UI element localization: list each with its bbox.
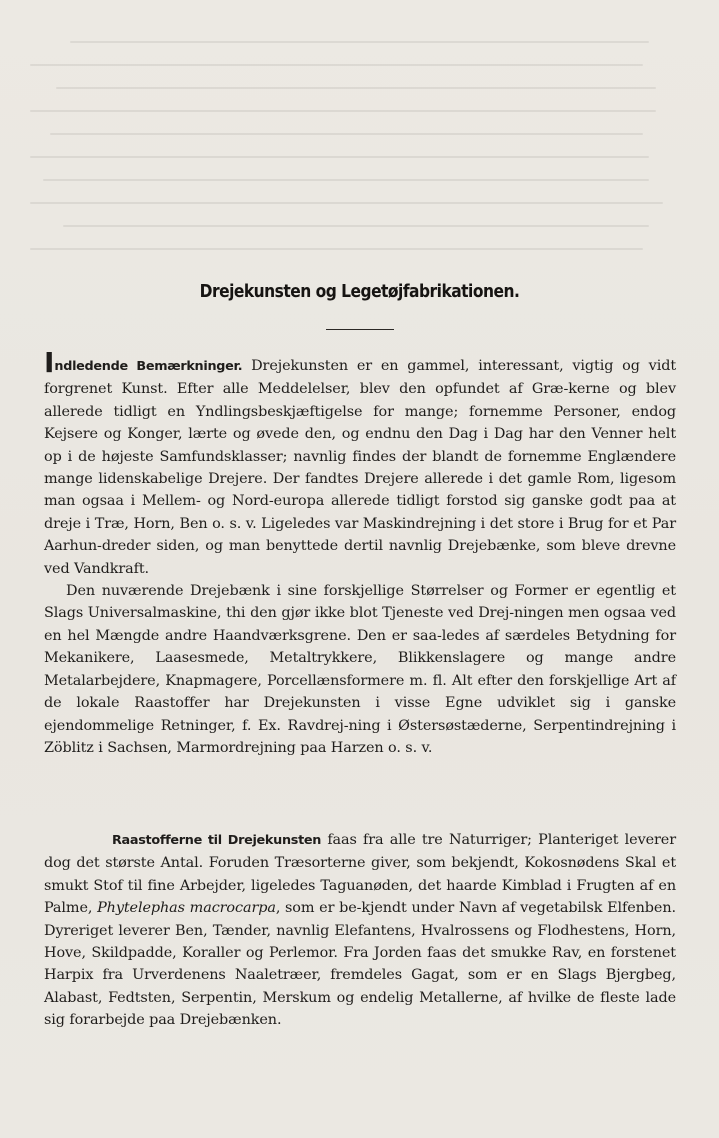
drejebaenk-paragraph: Den nuværende Drejebænk i sine forskjellige Størrelser og Former er egentlig et Slags Universalmaskine, thi den gjør ikke blot Tjeneste ved Drej-ningen men ogsaa ved en hel Mængde andre Haandværksgrene. Den er saa-ledes af særdeles Betydning for Mekanikere, Laasesmede, Metaltrykkere, Blikkenslagere og mange andre Metalarbejdere, Knapmagere, Porcellænsformere m. fl. Alt efter den forskjellige Art af de lokale Raastoffer har Drejekunsten i visse Egne udviklet sig i ganske ejendommelige Retninger, f. Ex. Ravdrej-ning i Østersøstæderne, Serpentindrejning i Zöblitz i Sachsen, Marmordrejning paa Harzen o. s. v. xyxy=(44,583,676,756)
intro-paragraph xyxy=(44,346,676,580)
raw-materials-lead-heading: Raastofferne til Drejekunsten xyxy=(112,833,322,848)
species-name: Phytelephas macrocarpa xyxy=(97,900,276,917)
intro-paragraph-text: Drejekunsten er en gammel, interessant, vigtig og vidt forgrenet Kunst. Efter alle Meddelelser, blev den opfundet af Græ-kerne og blev allerede tidligt en Yndlingsbeskjæftigelse for mange; fornemme Personer, endog Kejsere og Konger, lærte og øvede den, og endnu den Dag i Dag har den Venner helt op i de højeste Samfundsklasser; navnlig findes der blandt de fornemme Englændere mange lidenskabelige Drejere. Der fandtes Drejere allerede i det gamle Rom, ligesom man ogsaa i Mellem- og Nord-europa allerede tidligt forstod sig ganske godt paa at dreje i Træ, Horn, Ben o. s. v. Ligeledes var Maskindrejning i det store i Brug for et Par Aarhun-dreder siden, og man benyttede dertil navnlig Drejebænke, som bleve drevne ved Vandkraft. xyxy=(44,358,676,577)
drop-cap: I xyxy=(44,346,55,379)
section-raw-materials xyxy=(44,829,676,1032)
page-heading: Drejekunsten og Legetøjfabrikationen. xyxy=(199,281,520,302)
heading-rule xyxy=(326,329,394,330)
raw-materials-text-2: , som er be-kjendt under Navn af vegetabilsk Elfenben. Dyreriget leverer Ben, Tænder, navnlig Elefantens, Hvalrossens og Flodhestens, Horn, Hove, Skildpadde, Koraller og Perlemor. Fra Jorden faas det smukke Rav, en forstenet Harpix fra Urverdenens Naaletræer, fremdeles Gagat, som er en Slags Bjergbeg, Alabast, Fedtsten, Serpentin, Merskum og endelig Metallerne, af hvilke de fleste lade sig forarbejde paa Drejebænken. xyxy=(44,900,676,1029)
intro-lead-heading: ndledende Bemærkninger. xyxy=(54,359,243,374)
raw-materials-text-1: faas fra alle tre Naturriger; Planteriget leverer dog det største Antal. Foruden Træsorterne giver, som bekjendt, Kokosnødens Skal et smukt Stof til fine Arbejder, ligeledes Taguanøden, det haarde Kimblad i Frugten af en Palme, xyxy=(44,832,676,917)
raw-materials-paragraph xyxy=(44,829,676,1032)
bleed-through-text xyxy=(30,20,689,270)
section-introduction xyxy=(44,346,676,759)
